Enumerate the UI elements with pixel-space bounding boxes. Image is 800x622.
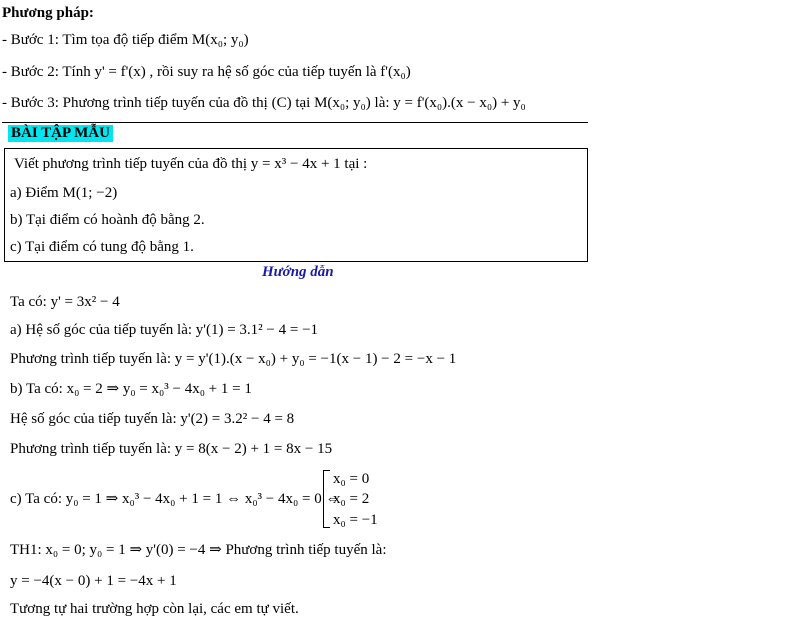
solution-line-4: b) Ta có: x₀ = 2 ⇒ y₀ = x₀³ − 4x₀ + 1 = 1 xyxy=(10,381,252,397)
solution-line-1: Ta có: y' = 3x² − 4 xyxy=(10,294,120,310)
sample-tag: BÀI TẬP MẪU xyxy=(8,125,113,142)
method-title: Phương pháp: xyxy=(2,5,94,21)
section-divider xyxy=(2,122,588,123)
guide-title: Hướng dẫn xyxy=(262,264,334,280)
solution-line-3: Phương trình tiếp tuyến là: y = y'(1).(x − x₀) + y₀ = −1(x − 1) − 2 = −x − 1 xyxy=(10,351,457,367)
problem-part-b: b) Tại điểm có hoành độ bằng 2. xyxy=(10,212,205,228)
problem-part-c: c) Tại điểm có tung độ bằng 1. xyxy=(10,239,194,255)
solution-line-7: c) Ta có: y₀ = 1 ⇒ x₀³ − 4x₀ + 1 = 1 ⇔ x₀³ − 4x₀ = 0 ⇔ xyxy=(10,491,341,507)
solution-line-6: Phương trình tiếp tuyến là: y = 8(x − 2) + 1 = 8x − 15 xyxy=(10,441,333,457)
solution-line-5: Hệ số góc của tiếp tuyến là: y'(2) = 3.2² − 4 = 8 xyxy=(10,411,295,427)
solution-line-10: Tương tự hai trường hợp còn lại, các em tự viết. xyxy=(10,601,299,617)
step-3: - Bước 3: Phương trình tiếp tuyến của đồ thị (C) tại M(x₀; y₀) là: y = f'(x₀).(x − x₀) + y₀ xyxy=(2,95,526,111)
step-1: - Bước 1: Tìm tọa độ tiếp điểm M(x₀; y₀) xyxy=(2,32,249,48)
problem-prompt: Viết phương trình tiếp tuyến của đồ thị y = x³ − 4x + 1 tại : xyxy=(14,156,368,172)
step-2: - Bước 2: Tính y' = f'(x) , rồi suy ra hệ số góc của tiếp tuyến là f'(x₀) xyxy=(2,64,411,80)
system-row-2: x₀ = 2 xyxy=(333,491,370,507)
system-bracket xyxy=(323,470,330,528)
solution-line-9: y = −4(x − 0) + 1 = −4x + 1 xyxy=(10,573,177,589)
solution-line-8: TH1: x₀ = 0; y₀ = 1 ⇒ y'(0) = −4 ⇒ Phương trình tiếp tuyến là: xyxy=(10,542,387,558)
system-row-3: x₀ = −1 xyxy=(333,512,378,528)
solution-line-2: a) Hệ số góc của tiếp tuyến là: y'(1) = 3.1² − 4 = −1 xyxy=(10,322,319,338)
problem-part-a: a) Điểm M(1; −2) xyxy=(10,185,118,201)
system-row-1: x₀ = 0 xyxy=(333,471,370,487)
